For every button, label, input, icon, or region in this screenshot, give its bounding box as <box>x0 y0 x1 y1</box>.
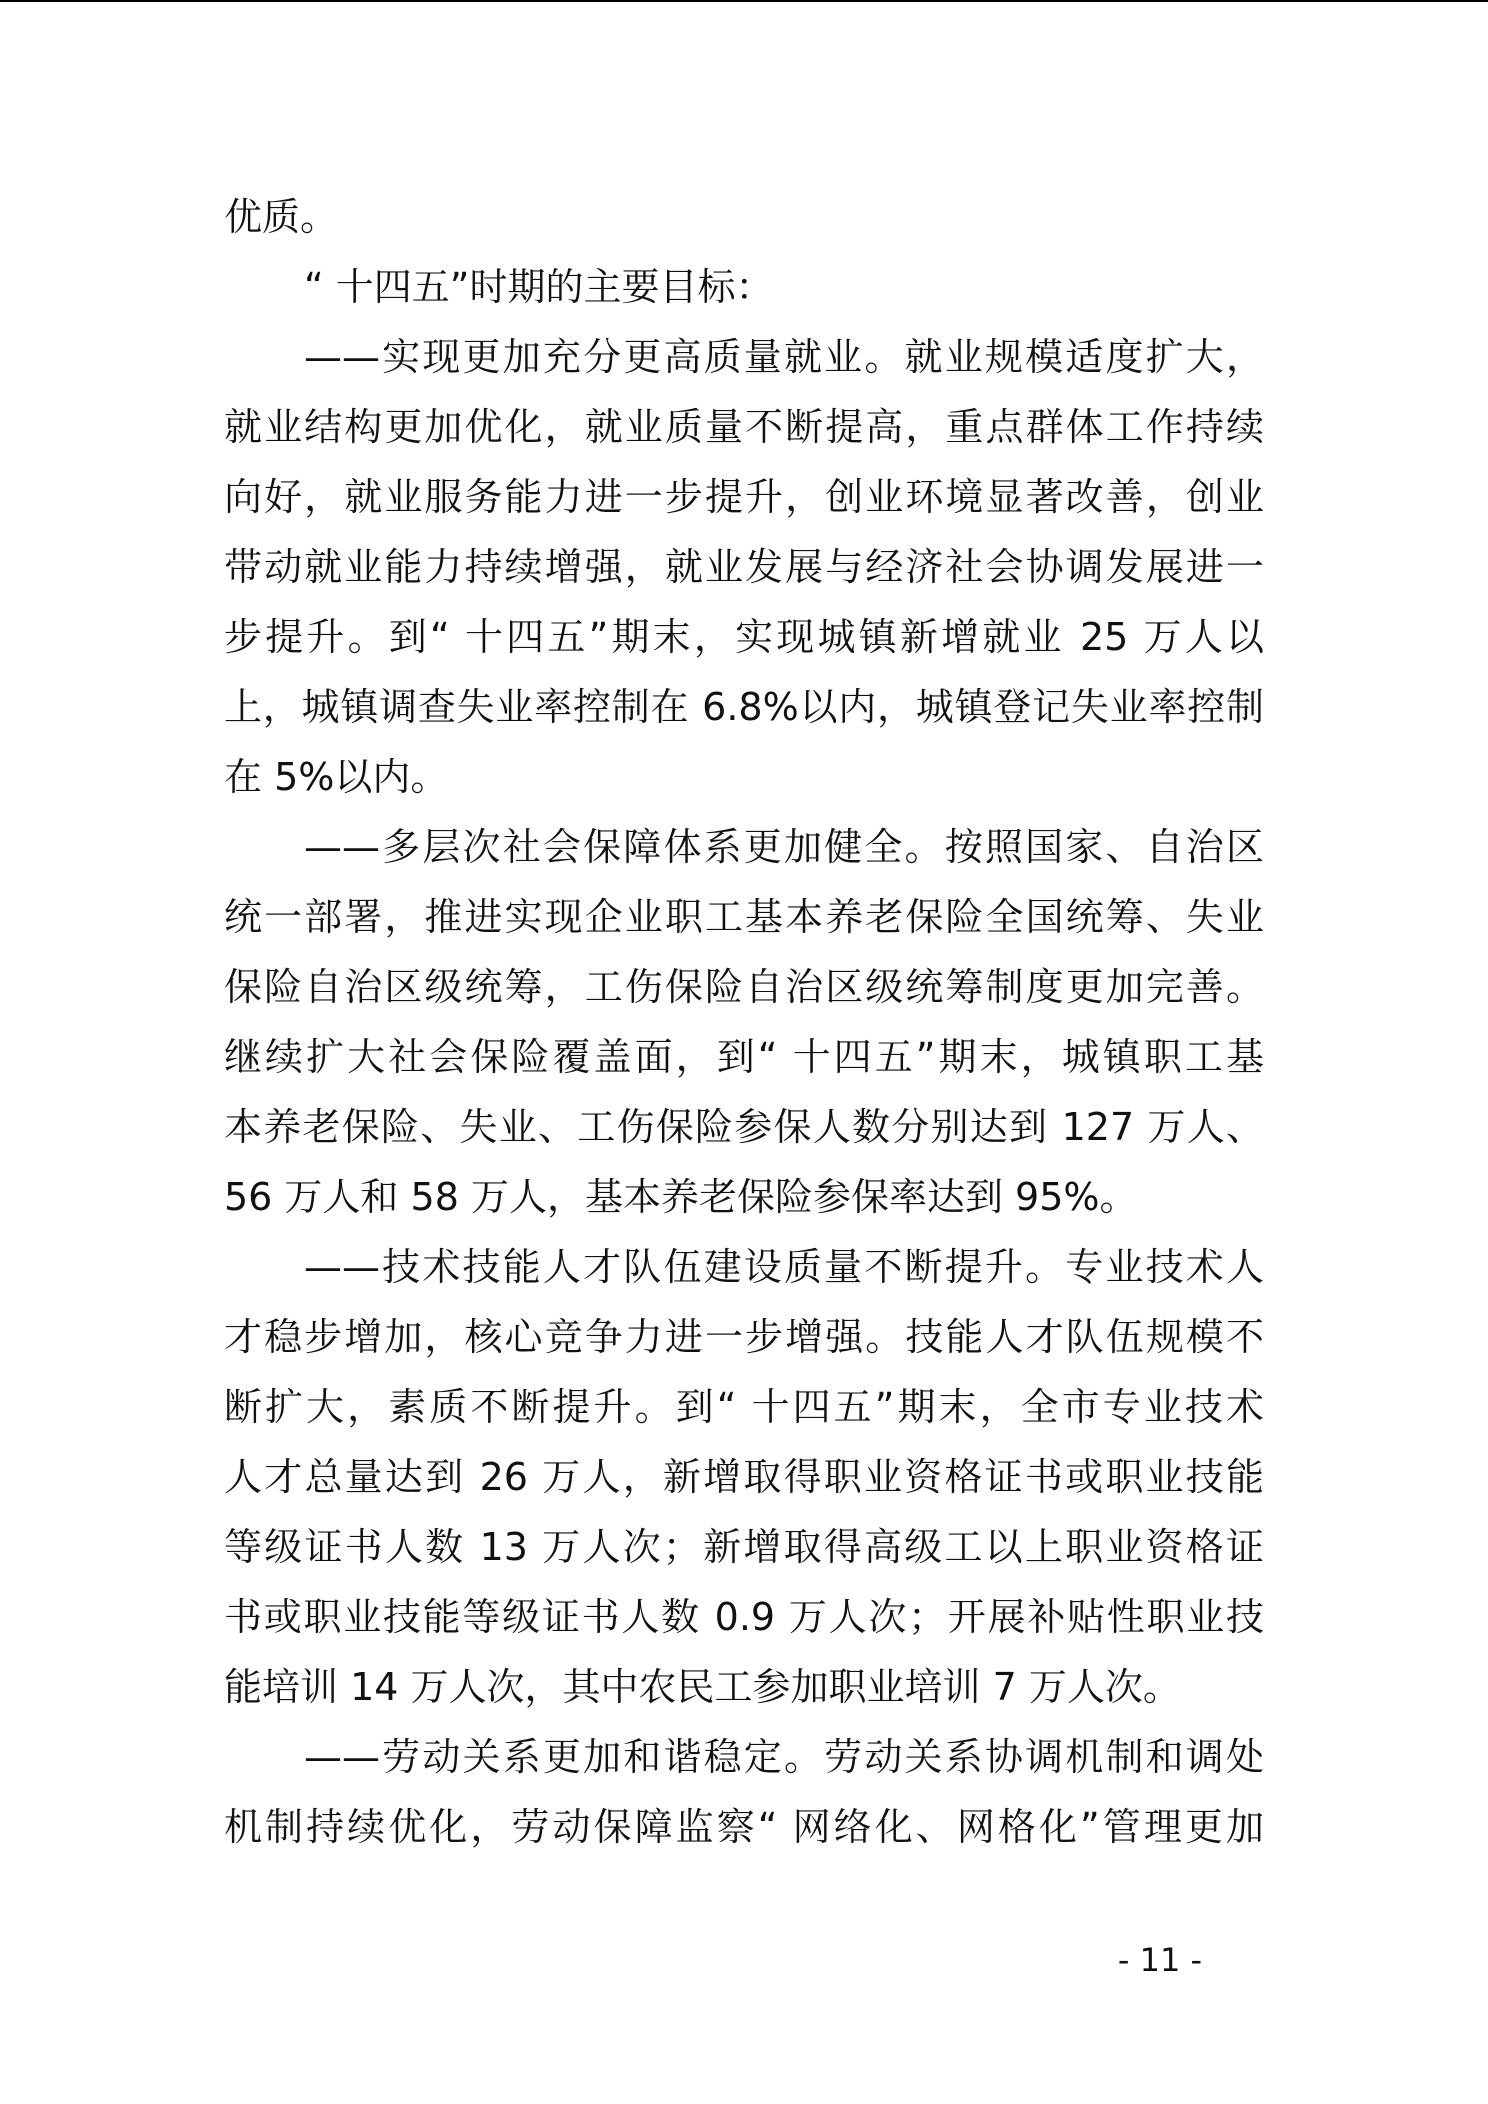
top-border-line <box>0 0 1488 2</box>
labor-relations-goal-line-2: 机制持续优化，劳动保障监察“ 网络化、网格化”管理更加 <box>224 1805 1264 1849</box>
talent-goal-line-3: 断扩大，素质不断提升。到“ 十四五”期末，全市专业技术 <box>224 1385 1264 1429</box>
social-security-goal-line-1: ——多层次社会保障体系更加健全。按照国家、自治区 <box>304 825 1264 869</box>
talent-goal-line-6: 书或职业技能等级证书人数 0.9 万人次；开展补贴性职业技 <box>224 1595 1264 1639</box>
talent-goal-line-2: 才稳步增加，核心竞争力进一步增强。技能人才队伍规模不 <box>224 1315 1264 1359</box>
employment-goal-line-4: 带动就业能力持续增强，就业发展与经济社会协调发展进一 <box>224 545 1264 589</box>
employment-goal-line-7: 在 5%以内。 <box>224 755 449 799</box>
talent-goal-line-7: 能培训 14 万人次，其中农民工参加职业培训 7 万人次。 <box>224 1665 1181 1709</box>
employment-goal-line-5: 步提升。到“ 十四五”期末，实现城镇新增就业 25 万人以 <box>224 615 1264 659</box>
social-security-goal-line-4: 继续扩大社会保险覆盖面，到“ 十四五”期末，城镇职工基 <box>224 1035 1264 1079</box>
page-number: - 11 - <box>1117 1941 1203 1979</box>
social-security-goal-line-3: 保险自治区级统筹，工伤保险自治区级统筹制度更加完善。 <box>224 965 1264 1009</box>
employment-goal-line-6: 上，城镇调查失业率控制在 6.8%以内，城镇登记失业率控制 <box>224 685 1264 729</box>
social-security-goal-line-5: 本养老保险、失业、工伤保险参保人数分别达到 127 万人、 <box>224 1105 1264 1149</box>
employment-goal-line-3: 向好，就业服务能力进一步提升，创业环境显著改善，创业 <box>224 475 1264 519</box>
talent-goal-line-5: 等级证书人数 13 万人次；新增取得高级工以上职业资格证 <box>224 1525 1264 1569</box>
employment-goal-line-1: ——实现更加充分更高质量就业。就业规模适度扩大， <box>304 335 1264 379</box>
labor-relations-goal-line-1: ——劳动关系更加和谐稳定。劳动关系协调机制和调处 <box>304 1735 1264 1779</box>
section-heading-line: “ 十四五”时期的主要目标： <box>304 265 774 309</box>
body-line-1: 优质。 <box>224 195 339 239</box>
talent-goal-line-4: 人才总量达到 26 万人，新增取得职业资格证书或职业技能 <box>224 1455 1264 1499</box>
social-security-goal-line-6: 56 万人和 58 万人，基本养老保险参保率达到 95%。 <box>224 1175 1138 1219</box>
talent-goal-line-1: ——技术技能人才队伍建设质量不断提升。专业技术人 <box>304 1245 1264 1289</box>
social-security-goal-line-2: 统一部署，推进实现企业职工基本养老保险全国统筹、失业 <box>224 895 1264 939</box>
employment-goal-line-2: 就业结构更加优化，就业质量不断提高，重点群体工作持续 <box>224 405 1264 449</box>
